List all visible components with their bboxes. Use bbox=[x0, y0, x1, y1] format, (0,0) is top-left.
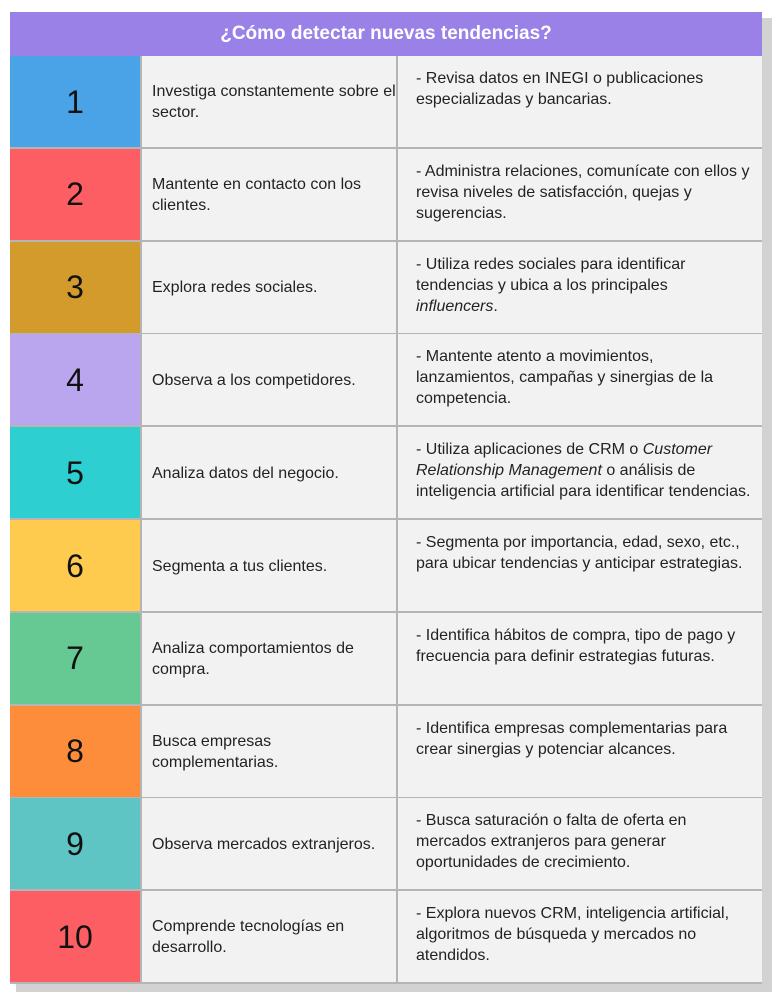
step-number: 3 bbox=[10, 242, 140, 334]
step-action bbox=[142, 891, 396, 983]
step-detail-text: o análisis de inteligencia artificial para identificar tendencias. bbox=[416, 462, 751, 501]
step-action bbox=[142, 613, 396, 705]
step-action bbox=[142, 56, 396, 148]
row-divider bbox=[10, 982, 762, 984]
step-detail-text: - Mantente atento a movimientos, lanzamientos, campañas y sinergias de la competencia. bbox=[416, 348, 714, 408]
step-action-text: Investiga constantemente sobre el sector. bbox=[152, 83, 396, 121]
step-detail bbox=[400, 242, 762, 334]
step-action-text: Comprende tecnologías en desarrollo. bbox=[152, 918, 345, 957]
step-number: 9 bbox=[10, 798, 140, 890]
step-detail-text: - Revisa datos en INEGI o publicaciones especializadas y bancarias. bbox=[416, 70, 704, 108]
step-action bbox=[142, 334, 396, 426]
step-detail-text: - Segmenta por importancia, edad, sexo, etc., para ubicar tendencias y anticipar estrategias. bbox=[416, 534, 743, 572]
step-action-text: Busca empresas complementarias. bbox=[152, 732, 279, 771]
table-row bbox=[10, 149, 762, 241]
table-row bbox=[10, 520, 762, 612]
trends-table bbox=[10, 12, 762, 984]
step-action bbox=[142, 520, 396, 612]
column-divider bbox=[396, 891, 398, 983]
step-number: 5 bbox=[10, 427, 140, 519]
table-row bbox=[10, 798, 762, 890]
column-divider bbox=[396, 242, 398, 334]
step-detail-text: - Identifica hábitos de compra, tipo de pago y frecuencia para definir estrategias futuras. bbox=[416, 626, 736, 665]
step-action-text: Mantente en contacto con los clientes. bbox=[152, 175, 362, 214]
step-detail bbox=[400, 520, 762, 612]
step-detail bbox=[400, 427, 762, 519]
step-action bbox=[142, 798, 396, 890]
step-detail-text: - Administra relaciones, comunícate con ellos y revisa niveles de satisfacción, quejas y sugerencias. bbox=[416, 162, 750, 222]
step-detail bbox=[400, 334, 762, 426]
table-row bbox=[10, 56, 762, 148]
step-number: 6 bbox=[10, 520, 140, 612]
step-detail-text: - Utiliza aplicaciones de CRM o bbox=[416, 441, 643, 459]
step-action bbox=[142, 149, 396, 241]
table-row bbox=[10, 706, 762, 798]
step-number: 2 bbox=[10, 149, 140, 241]
step-detail-text: - Explora nuevos CRM, inteligencia artificial, algoritmos de búsqueda y mercados no atendidos. bbox=[416, 905, 730, 965]
column-divider bbox=[396, 56, 398, 148]
step-action-text: Analiza datos del negocio. bbox=[152, 464, 339, 482]
step-action-text: Analiza comportamientos de compra. bbox=[152, 639, 354, 678]
table-row bbox=[10, 891, 762, 983]
step-number: 8 bbox=[10, 706, 140, 798]
step-action bbox=[142, 706, 396, 798]
step-detail-text: - Identifica empresas complementarias para crear sinergias y potenciar alcances. bbox=[416, 719, 728, 758]
step-number: 1 bbox=[10, 56, 140, 148]
step-action-text: Observa a los competidores. bbox=[152, 371, 356, 389]
step-detail-text: - Busca saturación o falta de oferta en mercados extranjeros para generar oportunidades de crecimiento. bbox=[416, 812, 687, 872]
step-detail-italic: influencers bbox=[416, 297, 494, 315]
step-action-text: Segmenta a tus clientes. bbox=[152, 557, 328, 575]
step-number: 7 bbox=[10, 613, 140, 705]
step-detail bbox=[400, 891, 762, 983]
step-action-text: Explora redes sociales. bbox=[152, 279, 318, 297]
column-divider bbox=[396, 427, 398, 519]
step-detail-italic: Customer Relationship Management bbox=[416, 441, 713, 480]
step-detail-text: . bbox=[493, 297, 498, 315]
step-detail bbox=[400, 56, 762, 148]
table-row bbox=[10, 427, 762, 519]
step-detail bbox=[400, 798, 762, 890]
step-detail bbox=[400, 613, 762, 705]
table-row bbox=[10, 613, 762, 705]
step-action-text: Observa mercados extranjeros. bbox=[152, 835, 376, 853]
table-row bbox=[10, 334, 762, 426]
column-divider bbox=[396, 613, 398, 705]
table-row bbox=[10, 242, 762, 334]
step-action bbox=[142, 427, 396, 519]
step-number: 10 bbox=[10, 891, 140, 983]
column-divider bbox=[396, 334, 398, 426]
step-number: 4 bbox=[10, 334, 140, 426]
column-divider bbox=[396, 706, 398, 798]
table-title: ¿Cómo detectar nuevas tendencias? bbox=[10, 12, 762, 56]
column-divider bbox=[396, 798, 398, 890]
step-detail bbox=[400, 706, 762, 798]
step-detail-text: - Utiliza redes sociales para identificar tendencias y ubica a los principales bbox=[416, 255, 686, 294]
step-detail bbox=[400, 149, 762, 241]
step-action bbox=[142, 242, 396, 334]
column-divider bbox=[396, 149, 398, 241]
column-divider bbox=[396, 520, 398, 612]
